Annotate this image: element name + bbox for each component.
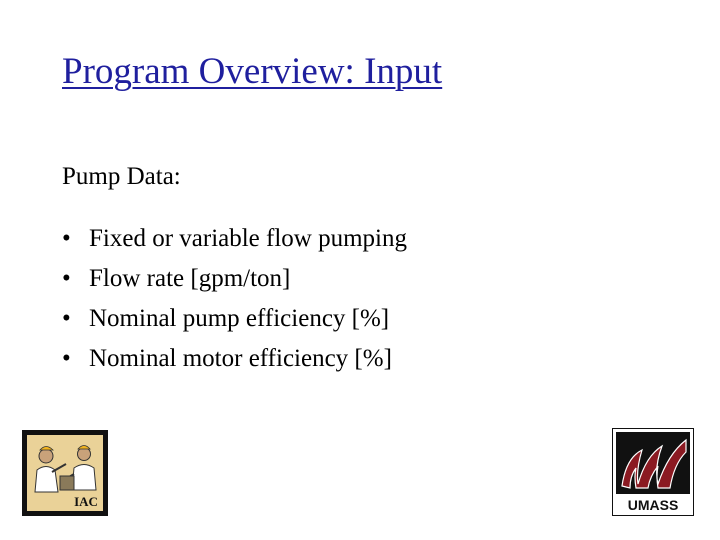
slide-title: Program Overview: Input xyxy=(62,51,443,92)
bullet-text: Fixed or variable flow pumping xyxy=(89,225,407,252)
bullet-text: Flow rate [gpm/ton] xyxy=(89,265,291,292)
section-heading: Pump Data: xyxy=(62,163,181,190)
bullet-icon: • xyxy=(62,305,71,332)
list-item xyxy=(62,222,407,262)
list-item xyxy=(62,342,407,382)
umass-logo-text: UMASS xyxy=(627,497,679,513)
bullet-list xyxy=(62,222,407,382)
iac-logo-text: IAC xyxy=(74,494,98,509)
list-item xyxy=(62,262,407,302)
umass-logo xyxy=(612,428,694,516)
bullet-icon: • xyxy=(62,225,71,252)
bullet-text: Nominal pump efficiency [%] xyxy=(89,305,390,332)
bullet-text: Nominal motor efficiency [%] xyxy=(89,345,392,372)
bullet-icon: • xyxy=(62,345,71,372)
iac-logo xyxy=(22,430,108,516)
list-item xyxy=(62,302,407,342)
bullet-icon: • xyxy=(62,265,71,292)
